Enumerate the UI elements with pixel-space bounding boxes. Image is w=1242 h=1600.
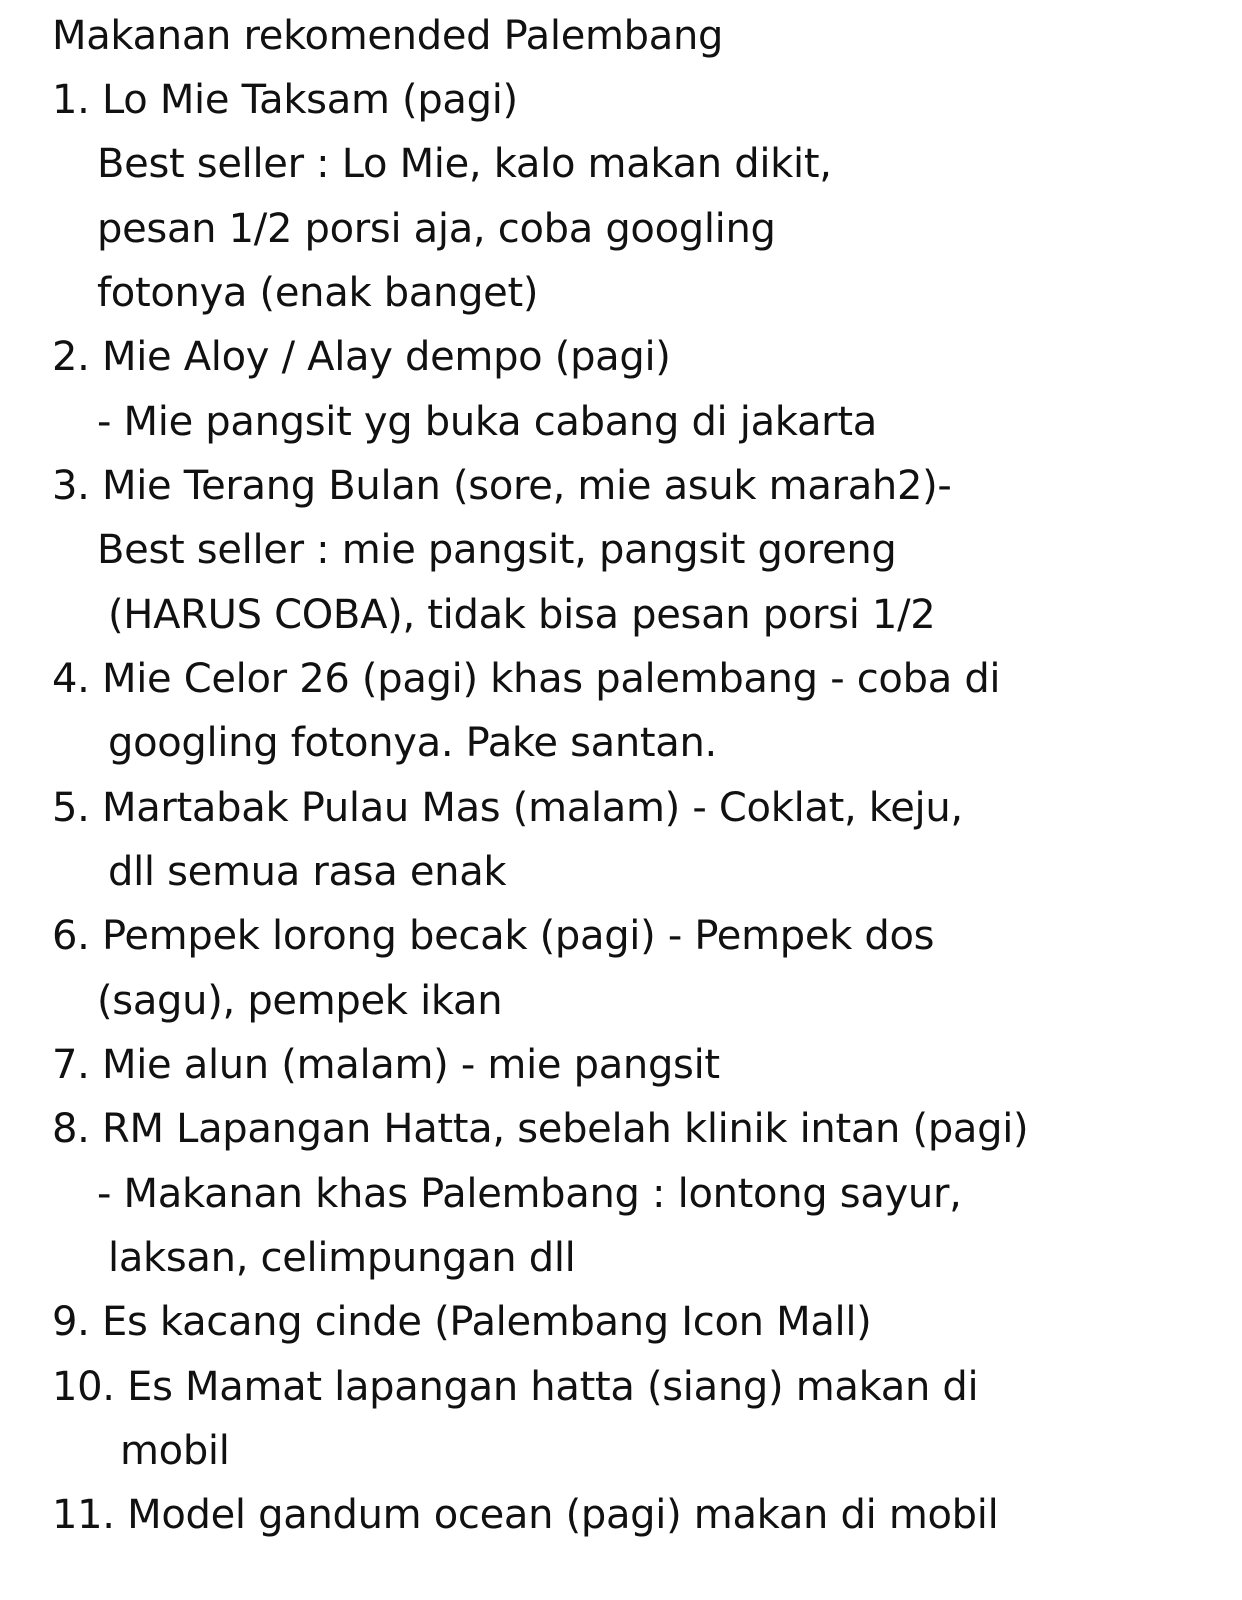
- note-line: mobil: [120, 1428, 230, 1474]
- note-line: 6. Pempek lorong becak (pagi) - Pempek dos: [52, 913, 935, 959]
- note-line: 5. Martabak Pulau Mas (malam) - Coklat, keju,: [52, 785, 963, 831]
- note-line: laksan, celimpungan dll: [108, 1235, 576, 1281]
- note-line: - Makanan khas Palembang : lontong sayur,: [97, 1171, 962, 1217]
- note-line: 10. Es Mamat lapangan hatta (siang) makan di: [52, 1364, 979, 1410]
- note-line: (sagu), pempek ikan: [97, 978, 503, 1024]
- note-line: Best seller : mie pangsit, pangsit goreng: [97, 527, 897, 573]
- note-line: dll semua rasa enak: [108, 849, 507, 895]
- note-line: 8. RM Lapangan Hatta, sebelah klinik intan (pagi): [52, 1106, 1029, 1152]
- note-line: 7. Mie alun (malam) - mie pangsit: [52, 1042, 720, 1088]
- note-line: 2. Mie Aloy / Alay dempo (pagi): [52, 334, 671, 380]
- note-line: pesan 1/2 porsi aja, coba googling: [97, 206, 776, 252]
- note-line: fotonya (enak banget): [97, 270, 539, 316]
- note-line: 3. Mie Terang Bulan (sore, mie asuk marah2)-: [52, 463, 952, 509]
- note-line: Best seller : Lo Mie, kalo makan dikit,: [97, 141, 832, 187]
- note-line: 4. Mie Celor 26 (pagi) khas palembang - coba di: [52, 656, 1001, 702]
- note-line: googling fotonya. Pake santan.: [108, 720, 717, 766]
- note-title: Makanan rekomended Palembang: [52, 13, 724, 59]
- note-line: 11. Model gandum ocean (pagi) makan di mobil: [52, 1492, 999, 1538]
- note-line: 9. Es kacang cinde (Palembang Icon Mall): [52, 1299, 872, 1345]
- note-line: - Mie pangsit yg buka cabang di jakarta: [97, 399, 877, 445]
- note-line: (HARUS COBA), tidak bisa pesan porsi 1/2: [108, 592, 936, 638]
- note-line: 1. Lo Mie Taksam (pagi): [52, 77, 518, 123]
